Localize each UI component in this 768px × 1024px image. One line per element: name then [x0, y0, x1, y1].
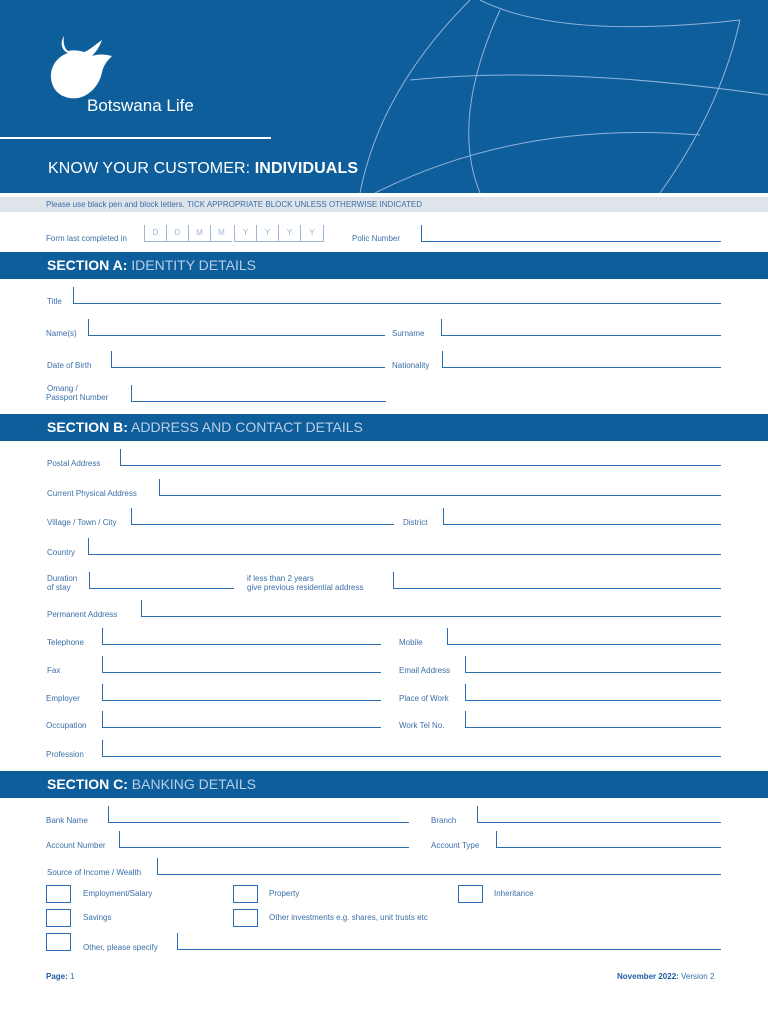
duration-label-2: of stay [47, 583, 71, 592]
page-indicator [46, 972, 74, 981]
employer-label: Employer [46, 694, 80, 703]
postal-label: Postal Address [47, 459, 101, 468]
employment-label: Employment/Salary [83, 889, 153, 898]
telephone-field[interactable] [102, 628, 381, 645]
employer-field[interactable] [102, 684, 381, 701]
country-field[interactable] [88, 538, 721, 555]
email-label: Email Address [399, 666, 451, 675]
date-box-d2[interactable]: D [166, 225, 188, 242]
branch-field[interactable] [477, 806, 721, 823]
work-tel-field[interactable] [465, 711, 721, 728]
section-c-bold: SECTION C: [47, 776, 128, 792]
brand-divider [0, 137, 271, 139]
previous-address-field[interactable] [393, 572, 721, 589]
account-type-label: Account Type [431, 841, 480, 850]
date-box-y3[interactable]: Y [278, 225, 300, 242]
policy-number-label: Polic Number [352, 234, 401, 243]
other-investments-label: Other investments e.g. shares, unit trusts etc [269, 913, 428, 922]
email-field[interactable] [465, 656, 721, 673]
place-of-work-field[interactable] [465, 684, 721, 701]
other-investments-checkbox[interactable] [233, 909, 258, 927]
occupation-field[interactable] [102, 711, 381, 728]
profession-field[interactable] [102, 740, 721, 757]
section-b-header [0, 414, 768, 441]
nationality-label: Nationality [392, 361, 430, 370]
bank-name-label: Bank Name [46, 816, 88, 825]
nationality-field[interactable] [442, 351, 721, 368]
section-c-header [0, 771, 768, 798]
instructions-bar: Please use black pen and block letters. TICK APPROPRIATE BLOCK UNLESS OTHERWISE INDICATED [0, 197, 768, 212]
source-field[interactable] [157, 858, 721, 875]
less-than-label-2: give previous residential address [247, 583, 364, 592]
district-field[interactable] [443, 508, 721, 525]
section-c-title: BANKING DETAILS [127, 776, 256, 792]
page-title [48, 160, 358, 178]
branch-label: Branch [431, 816, 457, 825]
account-number-label: Account Number [46, 841, 106, 850]
physical-label: Current Physical Address [47, 489, 137, 498]
page-label: Page: [46, 972, 68, 981]
other-specify-checkbox[interactable] [46, 933, 71, 951]
permanent-field[interactable] [141, 600, 721, 617]
header-banner [0, 0, 768, 193]
names-field[interactable] [88, 319, 385, 336]
omang-label-2: Passport Number [46, 393, 109, 402]
mobile-label: Mobile [399, 638, 423, 647]
section-a-title: IDENTITY DETAILS [127, 257, 256, 273]
omang-passport-field[interactable] [131, 385, 386, 402]
country-label: Country [47, 548, 76, 557]
policy-number-field[interactable] [421, 225, 721, 242]
duration-field[interactable] [89, 572, 234, 589]
section-a-header [0, 252, 768, 279]
duration-label-1: Duration [47, 574, 78, 583]
page-number: 1 [70, 972, 75, 981]
surname-field[interactable] [441, 319, 721, 336]
section-b-bold: SECTION B: [47, 419, 128, 435]
date-box-y1[interactable]: Y [234, 225, 256, 242]
physical-field[interactable] [159, 479, 721, 496]
fax-field[interactable] [102, 656, 381, 673]
version-text: Version 2 [678, 972, 715, 981]
names-label: Name(s) [46, 329, 77, 338]
account-number-field[interactable] [119, 831, 409, 848]
dob-field[interactable] [111, 351, 385, 368]
other-specify-label: Other, please specify [83, 943, 158, 952]
permanent-label: Permanent Address [47, 610, 118, 619]
section-a-bold: SECTION A: [47, 257, 128, 273]
account-type-field[interactable] [496, 831, 721, 848]
date-box-d1[interactable]: D [144, 225, 166, 242]
other-specify-field[interactable] [177, 933, 721, 950]
brand-name: Botswana Life [87, 96, 194, 115]
inheritance-checkbox[interactable] [458, 885, 483, 903]
property-label: Property [269, 889, 300, 898]
bank-name-field[interactable] [108, 806, 409, 823]
occupation-label: Occupation [46, 721, 87, 730]
date-box-y2[interactable]: Y [256, 225, 278, 242]
title-label: Title [47, 297, 62, 306]
source-label: Source of Income / Wealth [47, 868, 142, 877]
postal-field[interactable] [120, 449, 721, 466]
mobile-field[interactable] [447, 628, 721, 645]
title-prefix: KNOW YOUR CUSTOMER: [48, 160, 255, 177]
district-label: District [403, 518, 428, 527]
telephone-label: Telephone [47, 638, 84, 647]
title-bold: INDIVIDUALS [254, 160, 359, 177]
work-tel-label: Work Tel No. [399, 721, 445, 730]
less-than-label-1: if less than 2 years [247, 574, 314, 583]
property-checkbox[interactable] [233, 885, 258, 903]
dob-label: Date of Birth [47, 361, 92, 370]
surname-label: Surname [392, 329, 425, 338]
omang-label-1: Omang / [47, 384, 78, 393]
version-date: November 2022: [617, 972, 679, 981]
date-box-m1[interactable]: M [188, 225, 210, 242]
profession-label: Profession [46, 750, 84, 759]
date-box-m2[interactable]: M [210, 225, 232, 242]
section-b-title: ADDRESS AND CONTACT DETAILS [127, 419, 363, 435]
village-label: Village / Town / City [47, 518, 117, 527]
date-box-y4[interactable]: Y [300, 225, 324, 242]
inheritance-label: Inheritance [494, 889, 534, 898]
title-field[interactable] [73, 287, 721, 304]
version-indicator [617, 972, 714, 981]
form-last-completed-label: Form last completed in [46, 234, 127, 243]
place-of-work-label: Place of Work [399, 694, 449, 703]
savings-checkbox[interactable] [46, 909, 71, 927]
bull-logo-icon [46, 34, 116, 104]
fax-label: Fax [47, 666, 61, 675]
village-field[interactable] [131, 508, 394, 525]
employment-checkbox[interactable] [46, 885, 71, 903]
savings-label: Savings [83, 913, 112, 922]
